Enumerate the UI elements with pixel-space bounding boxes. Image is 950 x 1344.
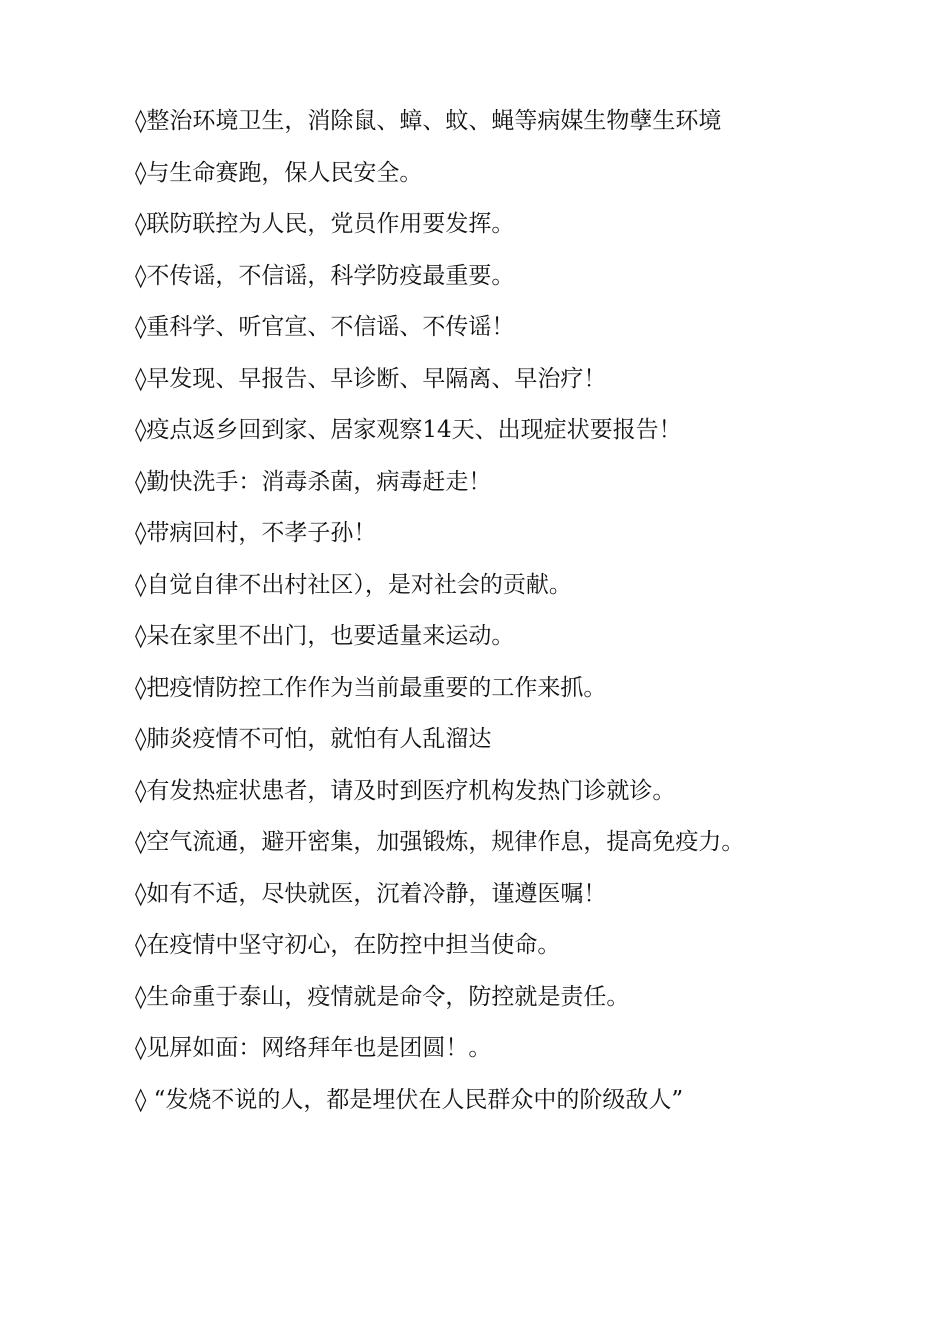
slogan-item: ◊不传谣，不信谣，科学防疫最重要。 — [135, 262, 515, 289]
slogan-item: ◊肺炎疫情不可怕，就怕有人乱溜达 — [135, 726, 492, 752]
slogan-item: ◊有发热症状患者，请及时到医疗机构发热门诊就诊。 — [135, 777, 676, 804]
slogan-item: ◊整治环境卫生，消除鼠、蟑、蚊、蝇等病媒生物孽生环境 — [135, 108, 722, 134]
slogan-item: ◊在疫情中坚守初心，在防控中担当使命。 — [135, 932, 561, 958]
slogan-item: ◊ “发烧不说的人，都是埋伏在人民群众中的阶级敌人” — [135, 1086, 684, 1113]
slogan-list — [135, 96, 745, 1126]
slogan-item: ◊自觉自律不出村社区），是对社会的贡献。 — [135, 571, 572, 598]
slogan-item: ◊重科学、听官宣、不信谣、不传谣！ — [135, 314, 515, 340]
slogan-item: ◊呆在家里不出门，也要适量来运动。 — [135, 623, 515, 649]
slogan-item: ◊早发现、早报告、早诊断、早隔离、早治疗！ — [135, 365, 607, 392]
slogan-item: ◊联防联控为人民，党员作用要发挥。 — [135, 211, 515, 237]
slogan-item: ◊如有不适，尽快就医，沉着冷静，谨遵医嘱！ — [135, 880, 607, 907]
slogan-item: ◊把疫情防控工作作为当前最重要的工作来抓。 — [135, 674, 607, 701]
slogan-item: ◊勤快洗手：消毒杀菌，病毒赶走！ — [135, 468, 492, 495]
slogan-item: ◊疫点返乡回到家、居家观察14天、出现症状要报告！ — [135, 417, 682, 443]
slogan-item: ◊带病回村，不孝子孙！ — [135, 520, 377, 546]
slogan-item: ◊见屏如面：网络拜年也是团圆！。 — [135, 1035, 492, 1061]
slogan-item: ◊与生命赛跑，保人民安全。 — [135, 159, 423, 186]
slogan-item: ◊空气流通，避开密集，加强锻炼，规律作息，提高免疫力。 — [135, 829, 745, 855]
slogan-item: ◊生命重于泰山，疫情就是命令，防控就是责任。 — [135, 983, 630, 1010]
